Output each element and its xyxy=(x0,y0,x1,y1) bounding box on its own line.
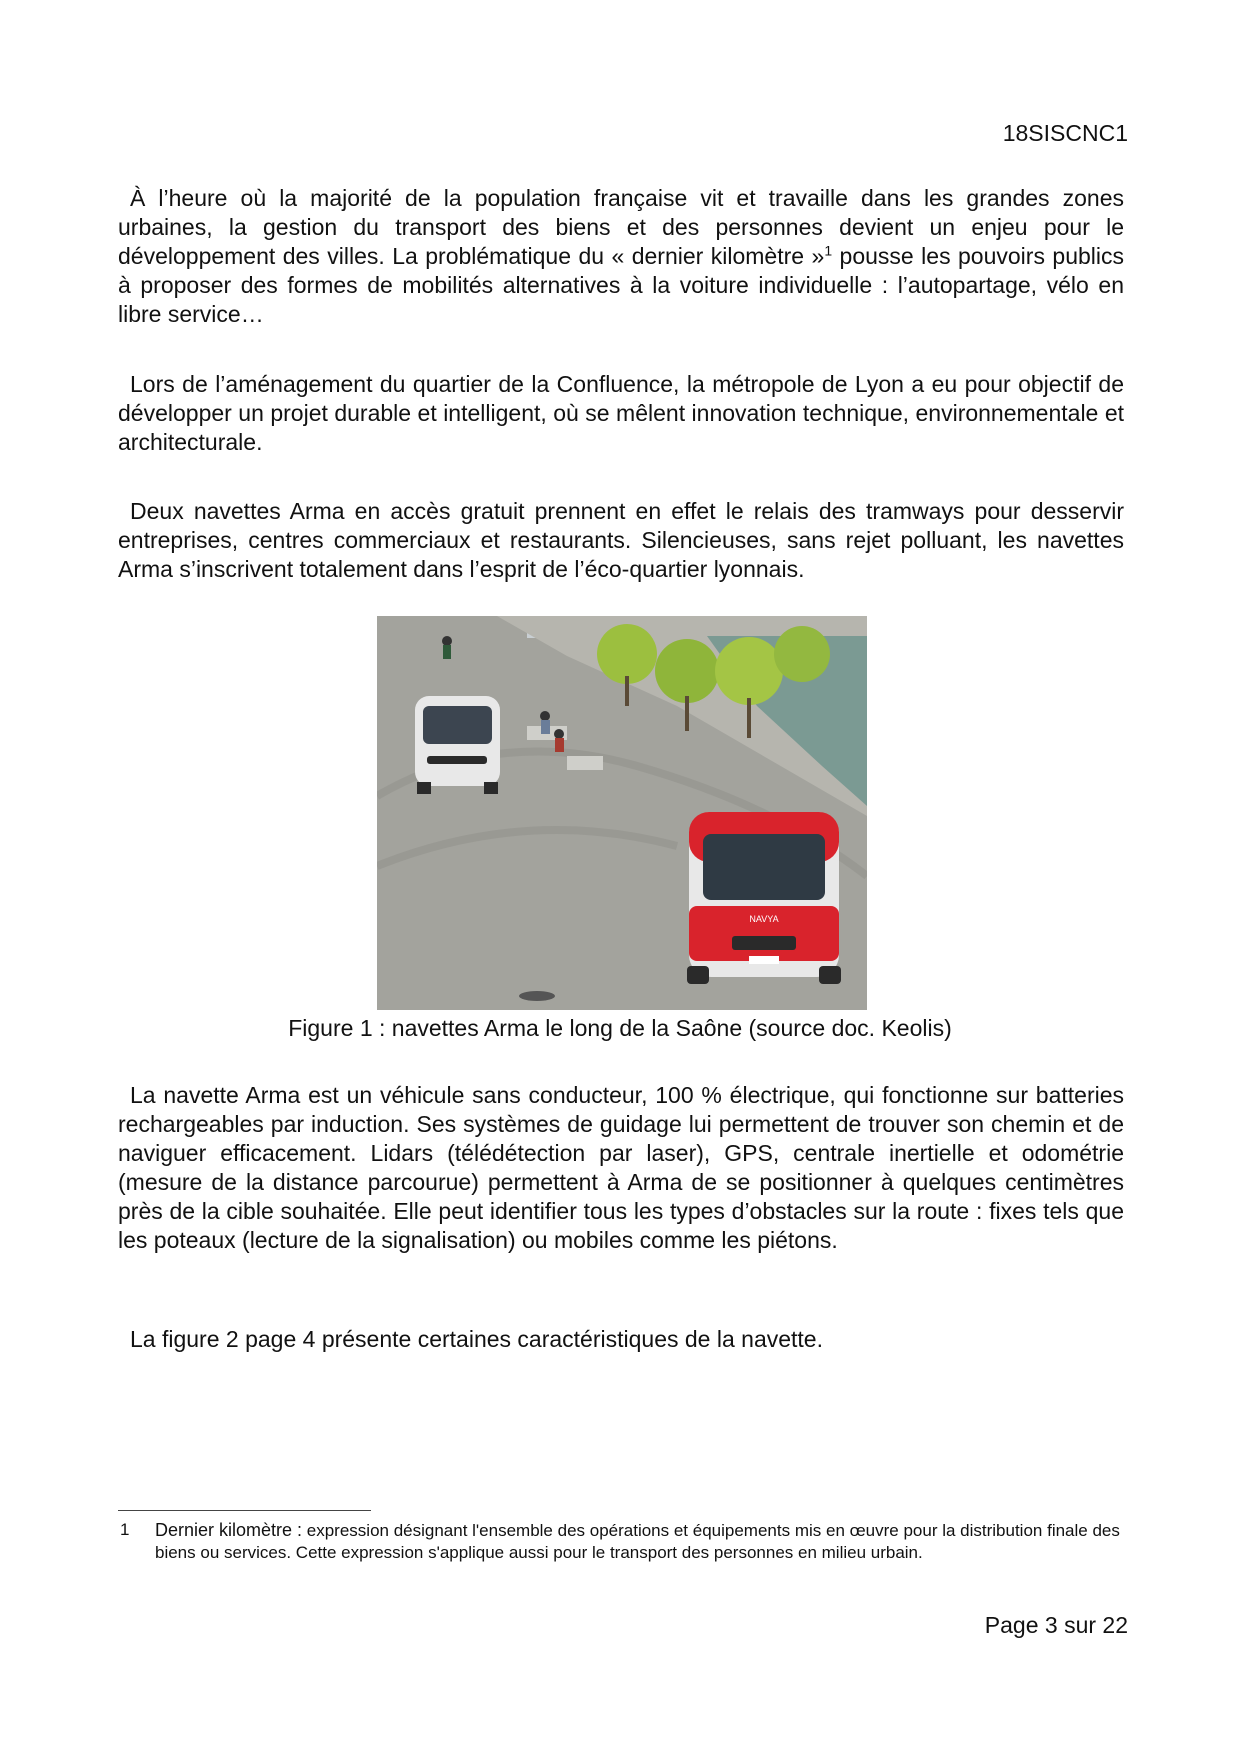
page-number: Page 3 sur 22 xyxy=(984,1612,1128,1638)
footnote-text: expression désignant l'ensemble des opérations et équipements mis en œuvre pour la distribution finale des biens ou services. Cette expression s'applique aussi pour le transport des personnes en milieu urbain. xyxy=(155,1521,1120,1562)
tree-trunk xyxy=(685,696,689,731)
paragraph-confluence: Lors de l’aménagement du quartier de la Confluence, la métropole de Lyon a eu pour objectif de développer un projet durable et intelligent, où se mêlent innovation technique, environnementale et architecturale. xyxy=(118,371,1124,455)
tree xyxy=(774,626,830,682)
footnote-reference[interactable]: 1 xyxy=(824,242,833,259)
paragraph-shuttles: Deux navettes Arma en accès gratuit prennent en effet le relais des tramways pour desservir entreprises, centres commerciaux et restaurants. Silencieuses, sans rejet polluant, les navettes Arma s’inscrivent totalement dans l’esprit de l’éco-quartier lyonnais. xyxy=(118,498,1124,582)
person xyxy=(541,720,550,734)
figure-arma-shuttles xyxy=(377,616,867,1010)
tree-trunk xyxy=(747,698,751,738)
footnote xyxy=(118,1519,1124,1564)
document-code: 18SISCNC1 xyxy=(1002,120,1128,146)
footnote-separator xyxy=(118,1510,371,1511)
tree xyxy=(597,624,657,684)
footnote-body xyxy=(155,1519,1124,1564)
intro-text-end: pousse les pouvoirs publics à proposer des formes de mobilités alternatives à la voiture individuelle : l’autopartage, vélo en libre service… xyxy=(118,243,1124,327)
tree xyxy=(655,639,719,703)
red-shuttle xyxy=(687,812,841,984)
shuttle-photo-illustration xyxy=(377,616,867,1010)
manhole xyxy=(519,991,555,1001)
paragraph-arma-description: La navette Arma est un véhicule sans conducteur, 100 % électrique, qui fonctionne sur batteries rechargeables par induction. Ses systèmes de guidage lui permettent de trouver son chemin et de naviguer efficacement. Lidars (télédétection par laser), GPS, centrale inertielle et odométrie (mesure de la distance parcourue) permettent à Arma de se positionner à quelques centimètres près de la cible souhaitée. Elle peut identifier tous les types d’obstacles sur la route : fixes tels que les poteaux (lecture de la signalisation) ou mobiles comme les piétons. xyxy=(118,1082,1124,1253)
footnote-term: Dernier kilomètre : xyxy=(155,1520,303,1540)
bench xyxy=(567,756,603,770)
footnote-number: 1 xyxy=(120,1520,130,1539)
figure-caption: Figure 1 : navettes Arma le long de la Saône (source doc. Keolis) xyxy=(288,1015,952,1041)
tree xyxy=(715,637,783,705)
paragraph-figure-reference: La figure 2 page 4 présente certaines caractéristiques de la navette. xyxy=(130,1326,823,1352)
person xyxy=(442,636,452,646)
person xyxy=(554,729,564,739)
person xyxy=(443,645,451,659)
person xyxy=(555,738,564,752)
intro-text-start: À l’heure où la majorité de la population française vit et travaille dans les grandes zones urbaines, la gestion du transport des biens et des personnes devient un enjeu pour le développement des villes. La problématique du « dernier kilomètre » xyxy=(118,185,1124,269)
shuttle-brand-label: NAVYA xyxy=(749,914,779,924)
paragraph-intro xyxy=(118,184,1124,329)
white-shuttle xyxy=(415,696,500,794)
person xyxy=(540,711,550,721)
tree-trunk xyxy=(625,676,629,706)
